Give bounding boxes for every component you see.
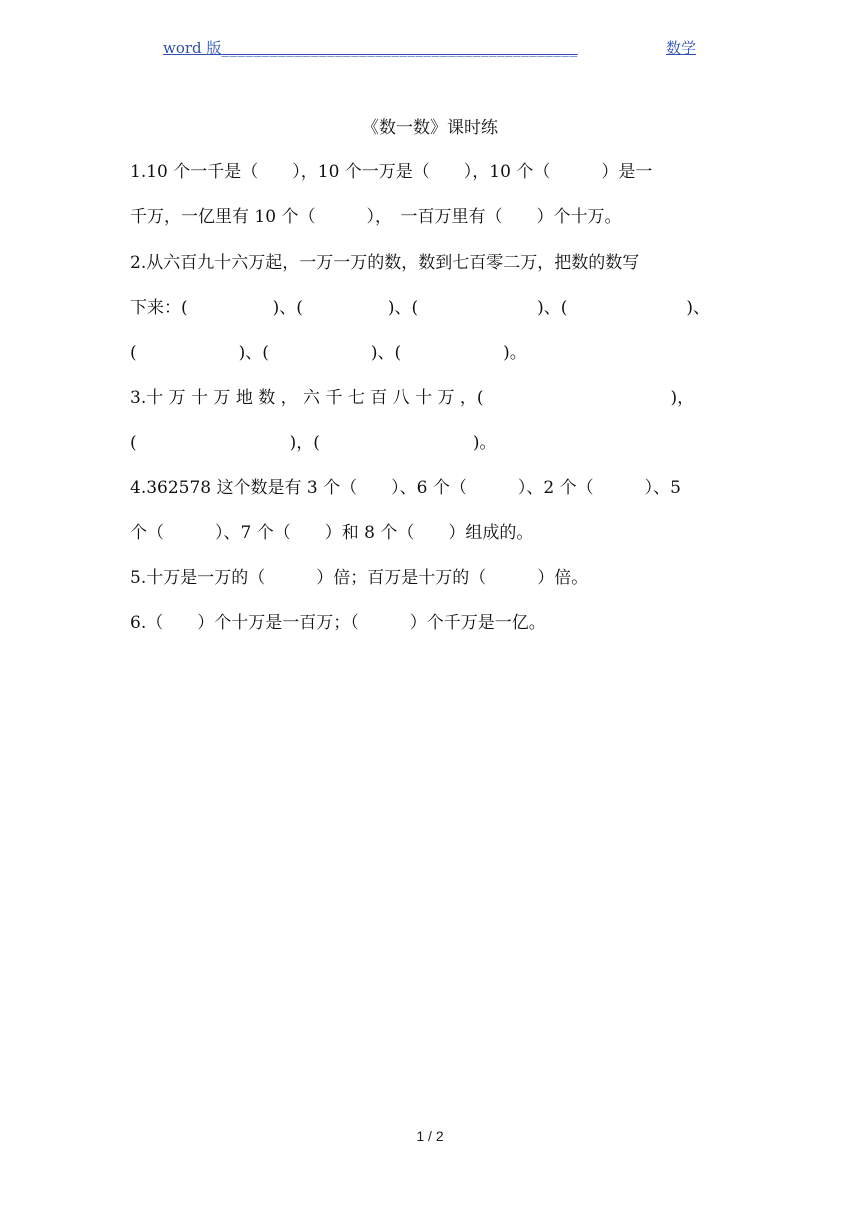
header-underline: ____________________________________________ — [221, 39, 578, 57]
worksheet-title: 《数一数》课时练 — [362, 118, 498, 138]
question-line-11: 6.（ ）个十万是一百万；（ ）个千万是一亿。 — [130, 613, 546, 633]
question-line-6: 3.十 万 十 万 地 数 ， 六 千 七 百 八 十 万 ，( )， — [130, 388, 695, 408]
page-header — [163, 38, 696, 58]
question-line-9: 个（ ）、7 个（ ）和 8 个（ ）组成的。 — [130, 523, 534, 543]
question-line-10: 5.十万是一万的（ ）倍；百万是十万的（ ）倍。 — [130, 568, 589, 588]
header-subject-label: 数学 — [665, 39, 696, 57]
question-line-8: 4.362578 这个数是有 3 个（ ）、6 个（ ）、2 个（ ）、5 — [130, 478, 681, 498]
question-line-5: ( )、( )、( )。 — [130, 343, 527, 363]
page-number: 1 / 2 — [416, 1128, 444, 1144]
question-line-3: 2.从六百九十六万起，一万一万的数，数到七百零二万，把数的数写 — [130, 253, 640, 273]
question-line-7: ( )，( )。 — [130, 433, 497, 453]
question-line-2: 千万，一亿里有 10 个（ ）， 一百万里有（ ）个十万。 — [130, 207, 622, 227]
header-edition-label: word 版 — [163, 39, 222, 57]
question-line-1: 1.10 个一千是（ ），10 个一万是（ ），10 个（ ）是一 — [130, 162, 653, 182]
question-line-4: 下来：( )、( )、( )、( )、 — [130, 298, 711, 318]
